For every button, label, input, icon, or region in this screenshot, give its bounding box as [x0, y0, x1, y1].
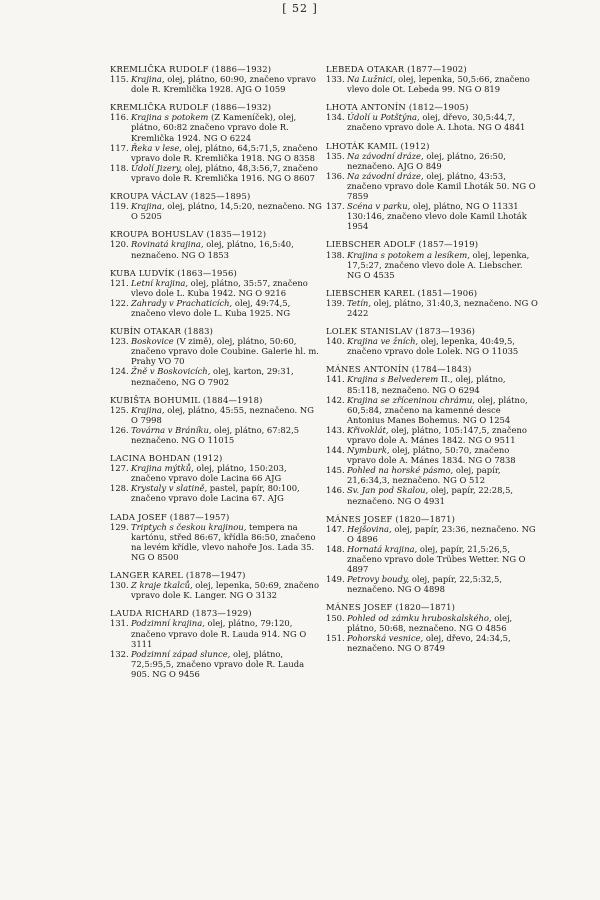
artwork-details: olej, plátno, 79:120, značeno vpravo dole R. Lauda 914. NG O 3111	[131, 618, 307, 649]
catalog-entry	[326, 485, 538, 505]
artist-name: MÁNES JOSEF (1820—1871)	[326, 602, 456, 613]
artwork-details: olej, papír, 23:36, neznačeno. NG O 4896	[347, 523, 536, 544]
entry-number: 118.	[110, 162, 129, 173]
artwork-title: Triptych s českou krajinou,	[131, 521, 247, 532]
entry-number: 133.	[326, 74, 345, 85]
artist-name: LEBEDA OTAKAR (1877—1902)	[326, 64, 467, 74]
artwork-title: Křivoklát,	[347, 424, 389, 435]
entry-number: 132.	[110, 648, 129, 659]
artwork-details: II., olej, plátno, 85:118, neznačeno. NG O 6294	[347, 374, 506, 395]
artwork-title: Letní krajina,	[131, 277, 189, 288]
entry-number: 148.	[326, 543, 345, 554]
artist-name: MÁNES ANTONÍN (1784—1843)	[326, 364, 472, 375]
entry-number: 146.	[326, 485, 345, 496]
catalog-entry	[110, 580, 322, 600]
artwork-title: Pohorská vesnice,	[347, 632, 424, 643]
artwork-details: olej, plátno, 72,5:95,5, značeno vpravo dole R. Lauda 905. NG O 9456	[131, 648, 305, 679]
entry-body	[347, 250, 538, 280]
entry-number: 115.	[110, 74, 129, 85]
entry-body	[131, 649, 322, 679]
artwork-title: Krajina se zříceninou chrámu,	[347, 394, 475, 405]
entry-number: 150.	[326, 612, 345, 623]
artist-section	[110, 191, 322, 221]
artwork-title: Podzimní krajina,	[131, 618, 205, 629]
artwork-details: olej, plátno, 48,3:56,7, značeno vpravo dole R. Kremlička 1916. NG O 8607	[131, 162, 318, 183]
entry-body	[131, 405, 322, 425]
artist-name: LHOTA ANTONÍN (1812—1905)	[326, 102, 469, 113]
artwork-title: Krajina s potokem a lesíkem,	[347, 249, 470, 260]
catalog-entry	[326, 112, 538, 132]
entry-number: 136.	[326, 170, 345, 181]
artwork-title: Na závodní dráze,	[347, 150, 424, 161]
page-number: [ 52 ]	[282, 2, 318, 15]
entry-body	[347, 445, 538, 465]
artist-section	[326, 514, 538, 595]
entry-number: 141.	[326, 374, 345, 385]
artwork-details: olej, plátno, 16,5:40, neznačeno. NG O 1853	[131, 239, 294, 260]
entry-body	[131, 336, 322, 366]
entry-body	[347, 395, 538, 425]
catalog-entry	[110, 425, 322, 445]
entry-number: 123.	[110, 336, 129, 347]
artwork-title: Krystaly v slatině,	[131, 483, 208, 494]
entry-body	[347, 425, 538, 445]
artist-name: MÁNES JOSEF (1820—1871)	[326, 513, 456, 524]
artist-section	[110, 326, 322, 387]
entry-number: 126.	[110, 424, 129, 435]
entry-body	[347, 201, 538, 231]
artwork-title: Rovinatá krajina,	[131, 239, 204, 250]
entry-body	[131, 163, 322, 183]
artist-name: LACINA BOHDAN (1912)	[110, 453, 223, 464]
artwork-title: Údolí Jizery,	[131, 162, 183, 173]
artwork-details: olej, lepenka, 40:49,5, značeno vpravo dole Lolek. NG O 11035	[347, 336, 519, 357]
artwork-title: Krajina,	[131, 74, 165, 85]
artwork-title: Továrna v Bráníku,	[131, 424, 212, 435]
artist-section	[326, 239, 538, 279]
entry-number: 140.	[326, 336, 345, 347]
artwork-details: olej, papír, 22:28,5, neznačeno. NG O 4931	[347, 485, 514, 506]
artist-section	[326, 364, 538, 505]
catalog-entry	[110, 618, 322, 648]
entry-body	[347, 151, 538, 171]
artwork-title: Sv. Jan pod Skalou,	[347, 485, 429, 496]
entry-body	[347, 524, 538, 544]
artwork-title: Na závodní dráze,	[347, 170, 424, 181]
entry-body	[131, 298, 322, 318]
catalog-entry	[326, 574, 538, 594]
artwork-details: olej, plátno, 64,5:71,5, značeno vpravo dole R. Kremlička 1918. NG O 8358	[131, 142, 318, 163]
artwork-title: Krajina mýtků,	[131, 463, 194, 474]
entry-number: 116.	[110, 112, 129, 123]
artist-section	[326, 288, 538, 318]
artwork-title: Zahrady v Prachaticích,	[131, 297, 233, 308]
artist-section	[326, 141, 538, 232]
entry-number: 127.	[110, 463, 129, 474]
catalog-entry	[326, 544, 538, 574]
entry-number: 129.	[110, 521, 129, 532]
catalog-entry	[110, 163, 322, 183]
artwork-details: olej, lepenka, 50:69, značeno vpravo dole K. Langer. NG O 3132	[131, 580, 319, 601]
artwork-details: olej, dřevo, 24:34,5, neznačeno. NG O 8749	[347, 632, 511, 653]
catalog-entry	[326, 298, 538, 318]
entry-number: 142.	[326, 394, 345, 405]
artist-name: LHOTÁK KAMIL (1912)	[326, 140, 430, 151]
artist-name: KREMLIČKA RUDOLF (1886—1932)	[110, 64, 272, 74]
catalog-entry	[110, 112, 322, 142]
artwork-details: olej, plátno, 60:90, značeno vpravo dole R. Kremlička 1928. AJG O 1059	[131, 74, 316, 95]
entry-number: 130.	[110, 580, 129, 591]
catalog-entry	[110, 143, 322, 163]
catalog-entry	[110, 74, 322, 94]
entry-body	[131, 618, 322, 648]
artist-name: KUBÍN OTAKAR (1883)	[110, 326, 214, 337]
entry-number: 128.	[110, 483, 129, 494]
artwork-details: olej, plátno, 26:50, neznačeno. AJG O 849	[347, 150, 506, 171]
artist-section	[110, 453, 322, 503]
entry-number: 147.	[326, 523, 345, 534]
artwork-details: olej, plátno, 150:203, značeno vpravo dole Lacina 66 AJG	[131, 463, 287, 484]
artwork-details: olej, plátno, 50:68, neznačeno. NG O 4856	[347, 612, 513, 633]
artwork-details: olej, plátno, 67:82,5 neznačeno. NG O 11015	[131, 424, 300, 445]
entry-number: 117.	[110, 142, 129, 153]
artwork-title: Nymburk,	[347, 445, 390, 456]
catalog-entry	[326, 524, 538, 544]
artist-name: LIEBSCHER ADOLF (1857—1919)	[326, 239, 479, 250]
artwork-title: Na Lužnici,	[347, 74, 396, 85]
artwork-title: Z kraje tkalců,	[131, 580, 193, 591]
artwork-details: olej, plátno, 60,5:84, značeno na kamenné desce Antonius Manes Bohemus. NG O 1254	[347, 394, 528, 425]
entry-number: 120.	[110, 239, 129, 250]
catalog-entry	[110, 483, 322, 503]
entry-number: 124.	[110, 366, 129, 377]
entry-body	[347, 374, 538, 394]
artist-name: LAUDA RICHARD (1873—1929)	[110, 608, 252, 619]
entry-number: 149.	[326, 574, 345, 585]
catalog-entry	[110, 522, 322, 562]
entry-body	[347, 465, 538, 485]
catalog-entry	[326, 171, 538, 201]
artwork-title: Žně v Boskovicích,	[131, 366, 211, 377]
artist-name: KUBA LUDVÍK (1863—1956)	[110, 267, 238, 278]
entry-body	[347, 544, 538, 574]
artwork-title: Podzimní západ slunce,	[131, 648, 231, 659]
artwork-details: olej, plátno, 50:70, značeno vpravo dole A. Mánes 1834. NG O 7838	[347, 445, 516, 466]
artwork-title: Pohled na horské pásmo,	[347, 465, 454, 476]
artist-section	[326, 602, 538, 652]
catalog-entry	[326, 613, 538, 633]
catalog-entry	[326, 374, 538, 394]
catalog-entry	[110, 298, 322, 318]
artist-section	[110, 64, 322, 94]
entry-body	[131, 74, 322, 94]
catalog-entry	[326, 74, 538, 94]
artwork-details: olej, 49:74,5, značeno vlevo dole L. Kuba 1925. NG	[131, 297, 291, 318]
artist-name: KROUPA BOHUSLAV (1835—1912)	[110, 229, 267, 240]
artwork-title: Krajina ve žních,	[347, 336, 419, 347]
artist-name: KREMLIČKA RUDOLF (1886—1932)	[110, 102, 272, 113]
artist-section	[110, 395, 322, 445]
artist-section	[326, 64, 538, 94]
artwork-details: olej, lepenka, 17,5:27, značeno vlevo dole A. Liebscher. NG O 4535	[347, 249, 530, 280]
entry-body	[347, 485, 538, 505]
artwork-title: Petrovy boudy,	[347, 574, 410, 585]
artwork-title: Boskovice	[131, 336, 174, 347]
artist-section	[110, 512, 322, 562]
artist-name: KUBIŠTA BOHUMIL (1884—1918)	[110, 394, 263, 405]
entry-number: 144.	[326, 445, 345, 456]
catalog-entry	[110, 649, 322, 679]
artist-section	[110, 268, 322, 318]
artwork-details: olej, papír, 21,5:26,5, značeno vpravo dole Trübes Wetter. NG O 4897	[347, 543, 526, 575]
artist-name: LIEBSCHER KAREL (1851—1906)	[326, 287, 478, 298]
artwork-details: olej, plátno, 43:53, značeno vpravo dole Kamil Lhoták 50. NG O 7859	[347, 170, 536, 202]
artwork-details: (Z Kameníček), olej, plátno, 60:82 značeno vpravo dole R. Kremlička 1924. NG O 6224	[131, 112, 297, 143]
artwork-title: Údolí u Potštýna,	[347, 112, 420, 123]
artwork-title: Pohled od zámku hruboskalského,	[347, 612, 492, 623]
artwork-title: Tetín,	[347, 297, 371, 308]
catalog-entry	[110, 463, 322, 483]
catalog-entry	[110, 336, 322, 366]
artwork-title: Krajina,	[131, 201, 165, 212]
artwork-details: olej, papír, 22,5:32,5, neznačeno. NG O 4898	[347, 574, 503, 595]
artist-section	[110, 570, 322, 600]
artwork-details: pastel, papír, 80:100, značeno vpravo dole Lacina 67. AJG	[131, 483, 300, 504]
artwork-details: olej, papír, 21,6:34,3, neznačeno. NG O 512	[347, 465, 501, 486]
artist-section	[110, 229, 322, 259]
catalog-entry	[326, 151, 538, 171]
artwork-details: olej, plátno, 45:55, neznačeno. NG O 7998	[131, 404, 314, 425]
entry-body	[347, 74, 538, 94]
artist-section	[110, 102, 322, 183]
catalog-entry	[110, 366, 322, 386]
catalog-entry	[326, 395, 538, 425]
artwork-details: olej, plátno, NG O 11331 130:146, značeno vlevo dole Kamil Lhoták 1954	[347, 201, 527, 232]
entry-number: 139.	[326, 297, 345, 308]
entry-number: 143.	[326, 424, 345, 435]
catalog-entry	[110, 239, 322, 259]
entry-number: 145.	[326, 465, 345, 476]
entry-number: 134.	[326, 112, 345, 123]
entry-number: 125.	[110, 404, 129, 415]
entry-body	[347, 298, 538, 318]
artist-name: LADA JOSEF (1887—1957)	[110, 511, 230, 522]
entry-body	[131, 112, 322, 142]
catalog-entry	[110, 278, 322, 298]
catalog-entry	[326, 633, 538, 653]
artwork-title: Krajina s Belvederem	[347, 374, 439, 385]
entry-body	[131, 463, 322, 483]
artwork-title: Řeka v lese,	[131, 142, 182, 153]
artwork-details: olej, plátno, 31:40,3, neznačeno. NG O 2422	[347, 297, 538, 318]
entry-number: 135.	[326, 150, 345, 161]
entry-body	[131, 143, 322, 163]
entry-body	[347, 633, 538, 653]
entry-body	[131, 580, 322, 600]
artist-name: LOLEK STANISLAV (1873—1936)	[326, 326, 476, 337]
entry-body	[131, 239, 322, 259]
artwork-title: Scéna v parku,	[347, 201, 411, 212]
artwork-details: olej, lepenka, 50,5:66, značeno vlevo dole Ot. Lebeda 99. NG O 819	[347, 74, 530, 95]
entry-body	[347, 574, 538, 594]
artwork-title: Hejšovina,	[347, 523, 392, 534]
artwork-details: olej, karton, 29:31, neznačeno, NG O 7902	[131, 366, 294, 387]
artwork-details: olej, plátno, 105:147,5, značeno vpravo dole A. Mánes 1842. NG O 9511	[347, 424, 527, 445]
entry-number: 131.	[110, 618, 129, 629]
artwork-details: olej, dřevo, 30,5:44,7, značeno vpravo dole A. Lhota. NG O 4841	[347, 112, 526, 133]
right-column	[326, 64, 538, 661]
entry-body	[131, 483, 322, 503]
entry-number: 121.	[110, 277, 129, 288]
artwork-title: Krajina s potokem	[131, 112, 209, 123]
entry-number: 122.	[110, 297, 129, 308]
entry-body	[347, 613, 538, 633]
artist-section	[326, 326, 538, 356]
left-column	[110, 64, 322, 687]
entry-number: 137.	[326, 201, 345, 212]
entry-number: 138.	[326, 249, 345, 260]
artwork-details: (V zimě), olej, plátno, 50:60, značeno vpravo dole Coubine. Galerie hl. m. Prahy VO 70	[131, 336, 319, 367]
catalog-entry	[326, 425, 538, 445]
catalog-entry	[326, 201, 538, 231]
entry-body	[131, 366, 322, 386]
entry-body	[347, 336, 538, 356]
artwork-details: tempera na kartónu, střed 86:67, křídla 86:50, značeno na levém křídle, vlevo nahoře Jos. Lada 35. NG O 8500	[131, 521, 316, 562]
artwork-details: olej, plátno, 14,5:20, neznačeno. NG O 5205	[131, 201, 322, 222]
entry-body	[347, 112, 538, 132]
entry-number: 151.	[326, 632, 345, 643]
artwork-title: Krajina,	[131, 404, 165, 415]
artist-section	[110, 608, 322, 679]
catalog-entry	[110, 201, 322, 221]
entry-body	[131, 425, 322, 445]
artwork-title: Hornatá krajina,	[347, 543, 418, 554]
entry-number: 119.	[110, 201, 129, 212]
catalog-entry	[326, 250, 538, 280]
entry-body	[131, 201, 322, 221]
catalog-entry	[326, 445, 538, 465]
artist-name: LANGER KAREL (1878—1947)	[110, 570, 246, 581]
entry-body	[131, 522, 322, 562]
artist-section	[326, 102, 538, 132]
artist-name: KROUPA VÁCLAV (1825—1895)	[110, 191, 251, 202]
entry-body	[347, 171, 538, 201]
catalog-entry	[110, 405, 322, 425]
catalog-entry	[326, 465, 538, 485]
artwork-details: olej, plátno, 35:57, značeno vlevo dole L. Kuba 1942. NG O 9216	[131, 277, 308, 298]
catalog-entry	[326, 336, 538, 356]
entry-body	[131, 278, 322, 298]
